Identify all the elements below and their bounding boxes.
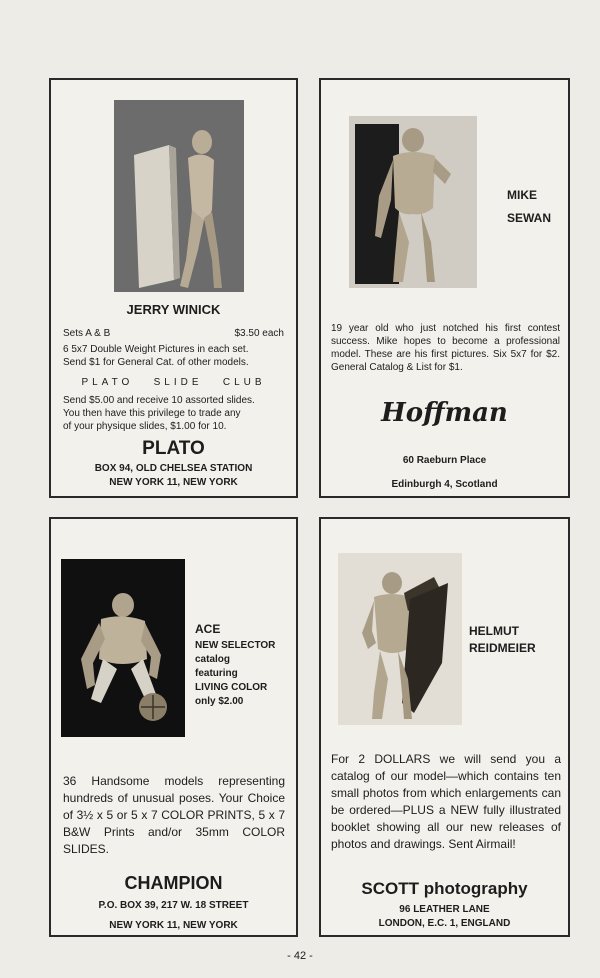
brand-name: Hoffman xyxy=(381,398,508,428)
ad-plato xyxy=(49,78,298,498)
description: For 2 DOLLARS we will send you a catalog of our model—which contains ten small photos from which enlargements can be ordered—PLUS a NEW fully illustrated booklet showing all our new releases of photos and drawings. Sent Airmail! xyxy=(331,752,561,851)
address-line: Edinburgh 4, Scotland xyxy=(391,479,498,490)
photo-jerry-winick xyxy=(114,100,244,292)
model-name: MIKE xyxy=(507,188,537,202)
brand-name: SCOTT photography xyxy=(361,879,528,898)
figure-illustration xyxy=(338,553,462,725)
model-name: SEWAN xyxy=(507,211,552,225)
ad-scott xyxy=(319,517,570,937)
model-name: ACE xyxy=(195,622,221,636)
slides-line: You then have this privilege to trade any xyxy=(63,408,241,419)
photo-ace xyxy=(61,559,185,737)
model-name: REIDMEIER xyxy=(469,641,536,655)
club-heading: PLATO SLIDE CLUB xyxy=(81,377,266,388)
ad-champion xyxy=(49,517,298,937)
page-number: - 42 - xyxy=(287,950,313,962)
description: 36 Handsome models representing hundreds of unusual poses. Your Choice of 3½ x 5 or 5 x 7 COLOR PRINTS, 5 x 7 B&W Prints and/or 35mm COLOR SLIDES. xyxy=(63,774,285,856)
address-line: LONDON, E.C. 1, ENGLAND xyxy=(378,918,511,929)
catalog-line: catalog xyxy=(195,654,231,665)
catalog-line: featuring xyxy=(195,668,238,679)
figure-illustration xyxy=(61,559,185,737)
model-name: JERRY WINICK xyxy=(126,302,221,317)
slides-line: Send $5.00 and receive 10 assorted slides. xyxy=(63,395,255,406)
figure-illustration xyxy=(114,100,244,292)
description: 19 year old who just notched his first contest success. Mike hopes to become a professional model. These are his first pictures. Six 5x7 for $2. General Catalog & List for $1. xyxy=(331,323,560,373)
address-line: 96 LEATHER LANE xyxy=(399,904,490,915)
model-name: HELMUT xyxy=(469,624,519,638)
detail-line: 6 5x7 Double Weight Pictures in each set. xyxy=(63,344,249,355)
sets-price: $3.50 each xyxy=(234,328,284,339)
address-line: NEW YORK 11, NEW YORK xyxy=(109,477,238,488)
photo-helmut-reidmeier xyxy=(338,553,462,725)
slides-line: of your physique slides, $1.00 for 10. xyxy=(63,421,227,432)
ad-hoffman xyxy=(319,78,570,498)
address-line: BOX 94, OLD CHELSEA STATION xyxy=(94,463,253,474)
catalog-line: LIVING COLOR xyxy=(195,682,268,693)
detail-line: Send $1 for General Cat. of other models. xyxy=(63,357,249,368)
address-line: NEW YORK 11, NEW YORK xyxy=(109,920,238,931)
catalog-line: NEW SELECTOR xyxy=(195,640,276,651)
catalog-line: only $2.00 xyxy=(195,696,244,707)
brand-name: CHAMPION xyxy=(124,873,223,893)
photo-mike-sewan xyxy=(349,116,477,288)
brand-name: PLATO xyxy=(142,438,205,459)
address-line: P.O. BOX 39, 217 W. 18 STREET xyxy=(98,900,249,911)
sets-label: Sets A & B xyxy=(63,328,111,339)
address-line: 60 Raeburn Place xyxy=(402,455,487,466)
figure-illustration xyxy=(349,116,477,288)
